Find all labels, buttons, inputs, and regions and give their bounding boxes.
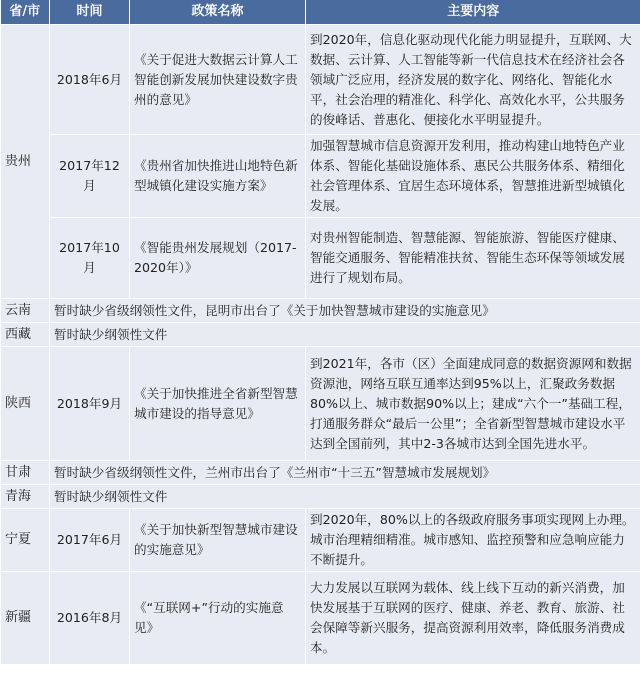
province-cell: 新疆 xyxy=(1,572,50,665)
table-row xyxy=(1,323,640,347)
table-row xyxy=(1,485,640,509)
content-cell: 大力发展以互联网为载体、线上线下互动的新兴消费，加快发展基于互联网的医疗、健康、养老、教育、旅游、社会保障等新兴服务，提高资源利用效率，降低服务消费成本。 xyxy=(306,572,640,665)
table-header-row xyxy=(1,0,640,25)
date-cell: 2017年10月 xyxy=(50,218,130,299)
province-cell: 贵州 xyxy=(1,25,50,299)
note-cell: 暂时缺少纲领性文件 xyxy=(50,323,640,347)
table-row xyxy=(1,299,640,323)
content-cell: 到2020年，信息化驱动现代化能力明显提升，互联网、大数据、云计算、人工智能等新一代信息技术在经济社会各领域广泛应用，经济发展的数字化、网络化、智能化水平，社会治理的精准化、科学化、高效化水平，公共服务的俊峰话、普惠化、便接化水平明显提升。 xyxy=(306,25,640,135)
table-row xyxy=(1,509,640,572)
policy-name-cell: 《关于加快推进全省新型智慧城市建设的指导意见》 xyxy=(130,347,306,461)
table-row xyxy=(1,135,640,218)
date-cell: 2017年12月 xyxy=(50,135,130,218)
content-cell: 加强智慧城市信息资源开发利用，推动构建山地特色产业体系、智能化基础设施体系、惠民公共服务体系、精细化社会管理体系、宜居生态环境体系，智慧推进新型城镇化发展。 xyxy=(306,135,640,218)
table-row xyxy=(1,347,640,461)
policy-name-cell: 《贵州省加快推进山地特色新型城镇化建设实施方案》 xyxy=(130,135,306,218)
date-cell: 2018年9月 xyxy=(50,347,130,461)
header-date: 时间 xyxy=(50,0,130,25)
table-row xyxy=(1,218,640,299)
date-cell: 2017年6月 xyxy=(50,509,130,572)
policy-name-cell: 《“互联网+”行动的实施意见》 xyxy=(130,572,306,665)
province-cell: 云南 xyxy=(1,299,50,323)
content-cell: 对贵州智能制造、智慧能源、智能旅游、智能医疗健康、智能交通服务、智能精准扶贫、智能生态环保等领域发展进行了规划布局。 xyxy=(306,218,640,299)
date-cell: 2018年6月 xyxy=(50,25,130,135)
table-row xyxy=(1,25,640,135)
province-cell: 陕西 xyxy=(1,347,50,461)
policy-name-cell: 《关于加快新型智慧城市建设的实施意见》 xyxy=(130,509,306,572)
content-cell: 到2021年，各市（区）全面建成同意的数据资源网和数据资源池，网络互联互通率达到95%以上，汇聚政务数据80%以上、城市数据90%以上；建成“六个一”基础工程，打通服务群众“最后一公里”；全省新型智慧城市建设水平达到全国前列，其中2-3各城市达到全国先进水平。 xyxy=(306,347,640,461)
table-row xyxy=(1,572,640,665)
header-content: 主要内容 xyxy=(306,0,640,25)
content-cell: 到2020年，80%以上的各级政府服务事项实现网上办理。城市治理精细精准。城市感知、监控预警和应急响应能力不断提升。 xyxy=(306,509,640,572)
province-cell: 宁夏 xyxy=(1,509,50,572)
header-province: 省/市 xyxy=(1,0,50,25)
note-cell: 暂时缺少省级纲领性文件，昆明市出台了《关于加快智慧城市建设的实施意见》 xyxy=(50,299,640,323)
note-cell: 暂时缺少省级纲领性文件，兰州市出台了《兰州市“十三五”智慧城市发展规划》 xyxy=(50,461,640,485)
date-cell: 2016年8月 xyxy=(50,572,130,665)
policy-name-cell: 《关于促进大数据云计算人工智能创新发展加快建设数字贵州的意见》 xyxy=(130,25,306,135)
header-policy-name: 政策名称 xyxy=(130,0,306,25)
policy-name-cell: 《智能贵州发展规划（2017-2020年）》 xyxy=(130,218,306,299)
note-cell: 暂时缺少纲领性文件 xyxy=(50,485,640,509)
table-row xyxy=(1,461,640,485)
province-cell: 甘肃 xyxy=(1,461,50,485)
province-cell: 西藏 xyxy=(1,323,50,347)
province-cell: 青海 xyxy=(1,485,50,509)
